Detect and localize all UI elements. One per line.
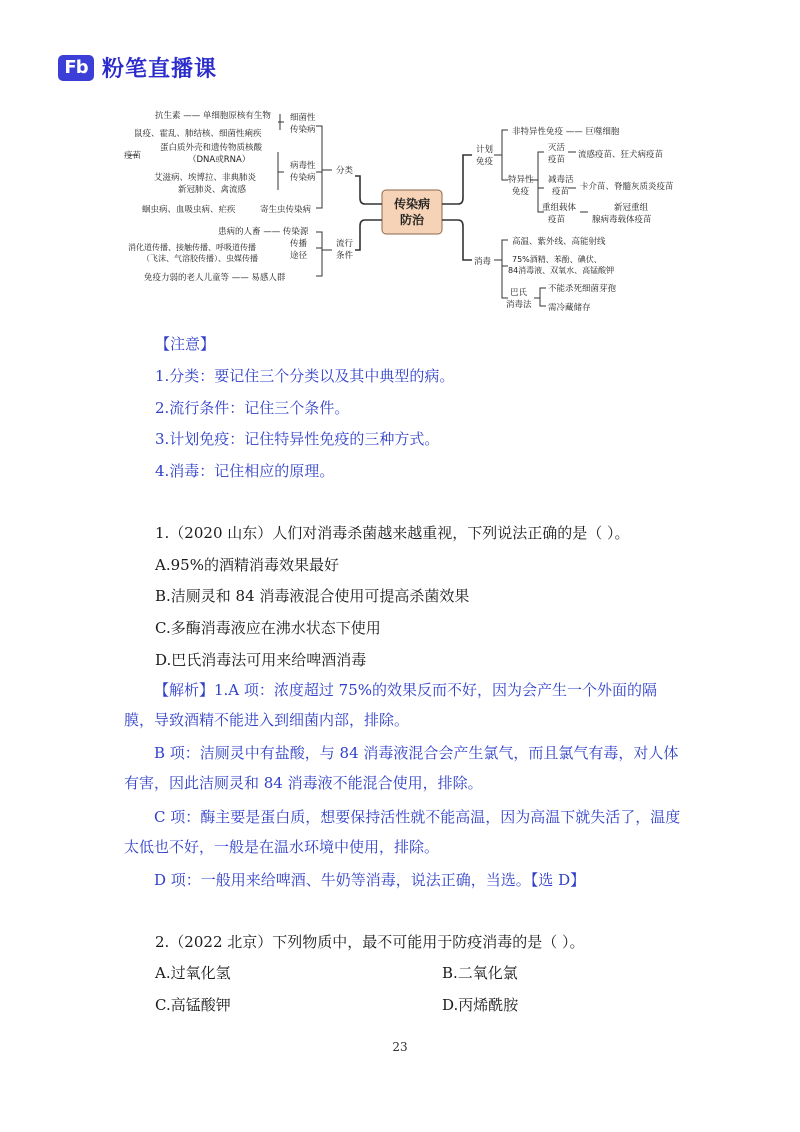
mm-bacterial-diseases: 鼠疫、霍乱、肺结核、细菌性痢疾 (134, 129, 262, 139)
note-item-1: 1.分类：要记住三个分类以及其中典型的病。 (155, 367, 455, 385)
note-item-3: 3.计划免疫：记住特异性免疫的三种方式。 (155, 430, 440, 448)
mm-viral-label-2: 传染病 (290, 173, 316, 183)
mm-route-1: 消化道传播、接触传播、呼吸道传播 (128, 243, 256, 252)
mm-physical: 高温、紫外线、高能射线 (512, 237, 606, 247)
mm-virus-nucleic: （DNA或RNA） (188, 155, 251, 165)
q2-stem: 2.（2022 北京）下列物质中，最不可能用于防疫消毒的是（ ）。 (155, 933, 585, 951)
mm-bacterial-label-1: 细菌性 (290, 113, 316, 123)
mm-susceptible: 免疫力弱的老人儿童等 —— 易感人群 (144, 273, 286, 283)
mm-pasteur-2: 消毒法 (506, 300, 532, 310)
mm-route-2: （飞沫、气溶胶传播）、虫媒传播 (142, 254, 258, 263)
mm-classification: 分类 (336, 166, 354, 176)
mm-viral-diseases-2: 新冠肺炎、禽流感 (178, 185, 247, 195)
mm-pasteur-note-2: 需冷藏储存 (548, 303, 591, 313)
mm-bacterial-label-2: 传染病 (290, 125, 316, 135)
mm-disinfection: 消毒 (474, 257, 492, 267)
mm-live-vaccine-2: 疫苗 (548, 155, 566, 165)
mm-specific-1: 特异性 (508, 175, 534, 185)
q1-analysis-b: B 项：洁厕灵中有盐酸，与 84 消毒液混合会产生氯气，而且氯气有毒，对人体有害，因此洁厕灵和 84 消毒液不能混合使用，排除。 (124, 744, 679, 792)
mm-recombinant-2: 疫苗 (548, 215, 566, 225)
mm-recombinant-ex-2: 腺病毒载体疫苗 (592, 215, 652, 225)
q2-option-c: C.高锰酸钾 (155, 996, 231, 1014)
page-number: 23 (392, 1040, 408, 1054)
mm-vaccine: 疫苗 (124, 151, 142, 161)
mindmap-center-line2: 防治 (399, 213, 425, 227)
fb-logo-icon: Fb (58, 55, 94, 81)
q1-option-a: A.95%的酒精消毒效果最好 (155, 556, 339, 574)
mm-live-vaccine-examples: 流感疫苗、狂犬病疫苗 (578, 150, 664, 160)
q1-analysis-d: D 项：一般用来给啤酒、牛奶等消毒，说法正确，当选。【选 D】 (154, 871, 586, 889)
mm-immunization-1: 计划 (476, 145, 494, 155)
mm-nonspecific: 非特异性免疫 —— 巨噬细胞 (512, 127, 620, 137)
mm-recombinant-1: 重组载体 (542, 203, 577, 213)
mm-chemical-2: 84消毒液、双氧水、高锰酸钾 (508, 266, 615, 275)
mm-viral-diseases-1: 艾滋病、埃博拉、非典肺炎 (154, 173, 257, 183)
note-item-4: 4.消毒：记住相应的原理。 (155, 462, 335, 480)
mm-parasitic-label: 寄生虫传染病 (260, 205, 312, 215)
mm-epidemic-label-2: 条件 (336, 251, 354, 261)
mm-source: 患病的人畜 —— 传染源 (218, 227, 309, 237)
q1-stem: 1.（2020 山东）人们对消毒杀菌越来越重视，下列说法正确的是（ ）。 (155, 524, 630, 542)
mm-pasteur-note-1: 不能杀死细菌芽孢 (548, 284, 617, 294)
mm-recombinant-ex-1: 新冠重组 (614, 203, 649, 213)
brand-name: 粉笔直播课 (102, 57, 218, 82)
q1-option-d: D.巴氏消毒法可用来给啤酒消毒 (155, 651, 367, 669)
brand-logo (58, 52, 217, 83)
mm-attenuated-2: 疫苗 (552, 187, 570, 197)
q1-analysis-c: C 项：酶主要是蛋白质，想要保持活性就不能高温，因为高温下就失活了，温度太低也不好，一般是在温水环境中使用，排除。 (124, 808, 681, 856)
mm-attenuated-examples: 卡介苗、脊髓灰质炎疫苗 (580, 182, 674, 192)
mm-specific-2: 免疫 (512, 187, 530, 197)
mm-route-label-1: 传播 (290, 239, 308, 249)
mm-parasitic-diseases: 蛔虫病、血吸虫病、疟疾 (142, 205, 236, 215)
mm-live-vaccine-1: 灭活 (548, 143, 566, 153)
q1-option-b: B.洁厕灵和 84 消毒液混合使用可提高杀菌效果 (155, 587, 470, 605)
mm-chemical-1: 75%酒精、苯酚、碘伏、 (512, 255, 602, 264)
mm-immunization-2: 免疫 (476, 157, 494, 167)
q2-option-d: D.丙烯酰胺 (442, 996, 519, 1014)
notes-title: 【注意】 (155, 335, 216, 353)
mm-virus-structure: 蛋白质外壳和遗传物质核酸 (160, 143, 263, 153)
mm-viral-label-1: 病毒性 (290, 161, 316, 171)
q1-analysis-a: 【解析】1.A 项：浓度超过 75%的效果反而不好，因为会产生一个外面的隔膜，导致酒精不能进入到细菌内部，排除。 (124, 681, 658, 729)
disease-prevention-mindmap (120, 100, 680, 315)
note-item-2: 2.流行条件：记住三个条件。 (155, 399, 350, 417)
q1-option-c: C.多酶消毒液应在沸水状态下使用 (155, 619, 381, 637)
mm-epidemic-label-1: 流行 (336, 239, 354, 249)
mm-antibiotic: 抗生素 —— 单细胞原核有生物 (155, 111, 271, 121)
mindmap-center-line1: 传染病 (393, 197, 431, 211)
mm-attenuated-1: 减毒活 (548, 175, 574, 185)
q2-option-a: A.过氧化氢 (155, 964, 231, 982)
mm-route-label-2: 途径 (290, 251, 308, 261)
mm-pasteur-1: 巴氏 (510, 288, 528, 298)
q2-option-b: B.二氧化氯 (442, 964, 518, 982)
